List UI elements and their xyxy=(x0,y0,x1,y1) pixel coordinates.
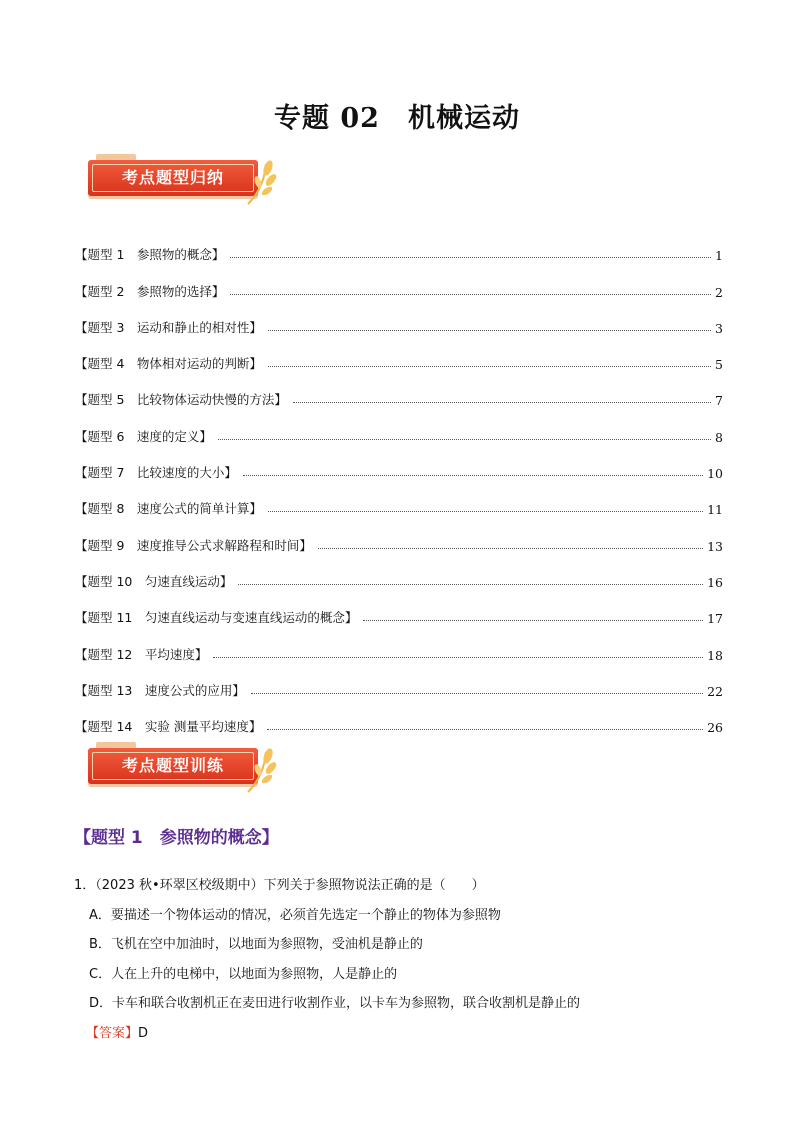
toc-entry[interactable] xyxy=(75,663,723,699)
option-a: A．要描述一个物体运动的情况，必须首先选定一个静止的物体为参照物 xyxy=(89,907,501,923)
toc-entry-label: 【题型 1 参照物的概念】 xyxy=(75,247,225,263)
toc-entry-page: 11 xyxy=(707,502,723,518)
toc-entry-page: 26 xyxy=(707,720,723,736)
toc-dot-leader xyxy=(230,294,711,295)
toc-dot-leader xyxy=(268,366,711,367)
table-of-contents xyxy=(75,227,723,735)
option-c: C．人在上升的电梯中，以地面为参照物，人是静止的 xyxy=(89,966,398,982)
toc-entry-label: 【题型 5 比较物体运动快慢的方法】 xyxy=(75,392,287,408)
banner-summary xyxy=(88,154,278,210)
toc-entry-page: 3 xyxy=(715,320,723,336)
answer-line xyxy=(74,1019,734,1049)
toc-entry-page: 7 xyxy=(715,393,723,409)
page-title xyxy=(0,96,794,135)
title-topic-number: 专题 02 xyxy=(274,103,380,134)
toc-dot-leader xyxy=(268,511,703,512)
banner-summary-label: 考点题型归纳 xyxy=(121,168,224,187)
toc-dot-leader xyxy=(238,584,703,585)
toc-entry[interactable] xyxy=(75,372,723,408)
toc-entry[interactable] xyxy=(75,227,723,263)
toc-entry[interactable] xyxy=(75,590,723,626)
toc-dot-leader xyxy=(318,548,703,549)
toc-entry[interactable] xyxy=(75,408,723,444)
question-block xyxy=(74,871,734,1048)
toc-entry-label: 【题型 2 参照物的选择】 xyxy=(75,283,225,299)
toc-dot-leader xyxy=(230,257,711,258)
toc-dot-leader xyxy=(268,330,711,331)
toc-entry[interactable] xyxy=(75,481,723,517)
answer-value: D xyxy=(138,1025,149,1041)
toc-entry-label: 【题型 3 运动和静止的相对性】 xyxy=(75,319,262,335)
toc-dot-leader xyxy=(267,729,703,730)
banner-practice-label: 考点题型训练 xyxy=(121,756,224,775)
toc-entry-page: 16 xyxy=(707,574,723,590)
toc-dot-leader xyxy=(218,439,711,440)
wheat-leaf-icon xyxy=(244,746,278,794)
toc-entry-label: 【题型 11 匀速直线运动与变速直线运动的概念】 xyxy=(75,610,358,626)
toc-entry-page: 18 xyxy=(707,647,723,663)
toc-entry-page: 1 xyxy=(715,248,723,264)
question-stem: 1．（2023 秋•环翠区校级期中）下列关于参照物说法正确的是（ ） xyxy=(74,878,485,893)
toc-entry-page: 2 xyxy=(715,284,723,300)
toc-entry-label: 【题型 10 匀速直线运动】 xyxy=(75,573,233,589)
banner-practice xyxy=(88,742,278,798)
toc-entry-label: 【题型 4 物体相对运动的判断】 xyxy=(75,356,262,372)
toc-entry-page: 17 xyxy=(707,611,723,627)
toc-entry[interactable] xyxy=(75,517,723,553)
toc-entry-label: 【题型 9 速度推导公式求解路程和时间】 xyxy=(75,537,312,553)
title-topic-name: 机械运动 xyxy=(407,103,520,134)
toc-entry-page: 22 xyxy=(707,683,723,699)
toc-entry-page: 13 xyxy=(707,538,723,554)
toc-entry-label: 【题型 7 比较速度的大小】 xyxy=(75,465,237,481)
toc-entry[interactable] xyxy=(75,445,723,481)
toc-entry[interactable] xyxy=(75,554,723,590)
toc-entry-label: 【题型 8 速度公式的简单计算】 xyxy=(75,501,262,517)
toc-entry[interactable] xyxy=(75,626,723,662)
option-d: D．卡车和联合收割机正在麦田进行收割作业，以卡车为参照物，联合收割机是静止的 xyxy=(89,996,581,1011)
section-heading: 【题型 1 参照物的概念】 xyxy=(74,828,279,848)
toc-dot-leader xyxy=(251,693,703,694)
toc-entry-page: 5 xyxy=(715,357,723,373)
toc-entry-label: 【题型 14 实验 测量平均速度】 xyxy=(75,719,262,735)
toc-entry[interactable] xyxy=(75,263,723,299)
answer-key: 【答案】 xyxy=(86,1025,139,1041)
wheat-leaf-icon xyxy=(244,158,278,206)
toc-entry-label: 【题型 13 速度公式的应用】 xyxy=(75,682,245,698)
option-b: B．飞机在空中加油时，以地面为参照物，受油机是静止的 xyxy=(89,937,423,952)
toc-dot-leader xyxy=(293,402,711,403)
toc-dot-leader xyxy=(243,475,703,476)
toc-dot-leader xyxy=(213,657,703,658)
toc-entry[interactable] xyxy=(75,699,723,735)
toc-dot-leader xyxy=(363,620,703,621)
toc-entry[interactable] xyxy=(75,300,723,336)
toc-entry[interactable] xyxy=(75,336,723,372)
toc-entry-label: 【题型 12 平均速度】 xyxy=(75,646,208,662)
toc-entry-page: 10 xyxy=(707,466,723,482)
toc-entry-page: 8 xyxy=(715,429,723,445)
toc-entry-label: 【题型 6 速度的定义】 xyxy=(75,428,212,444)
